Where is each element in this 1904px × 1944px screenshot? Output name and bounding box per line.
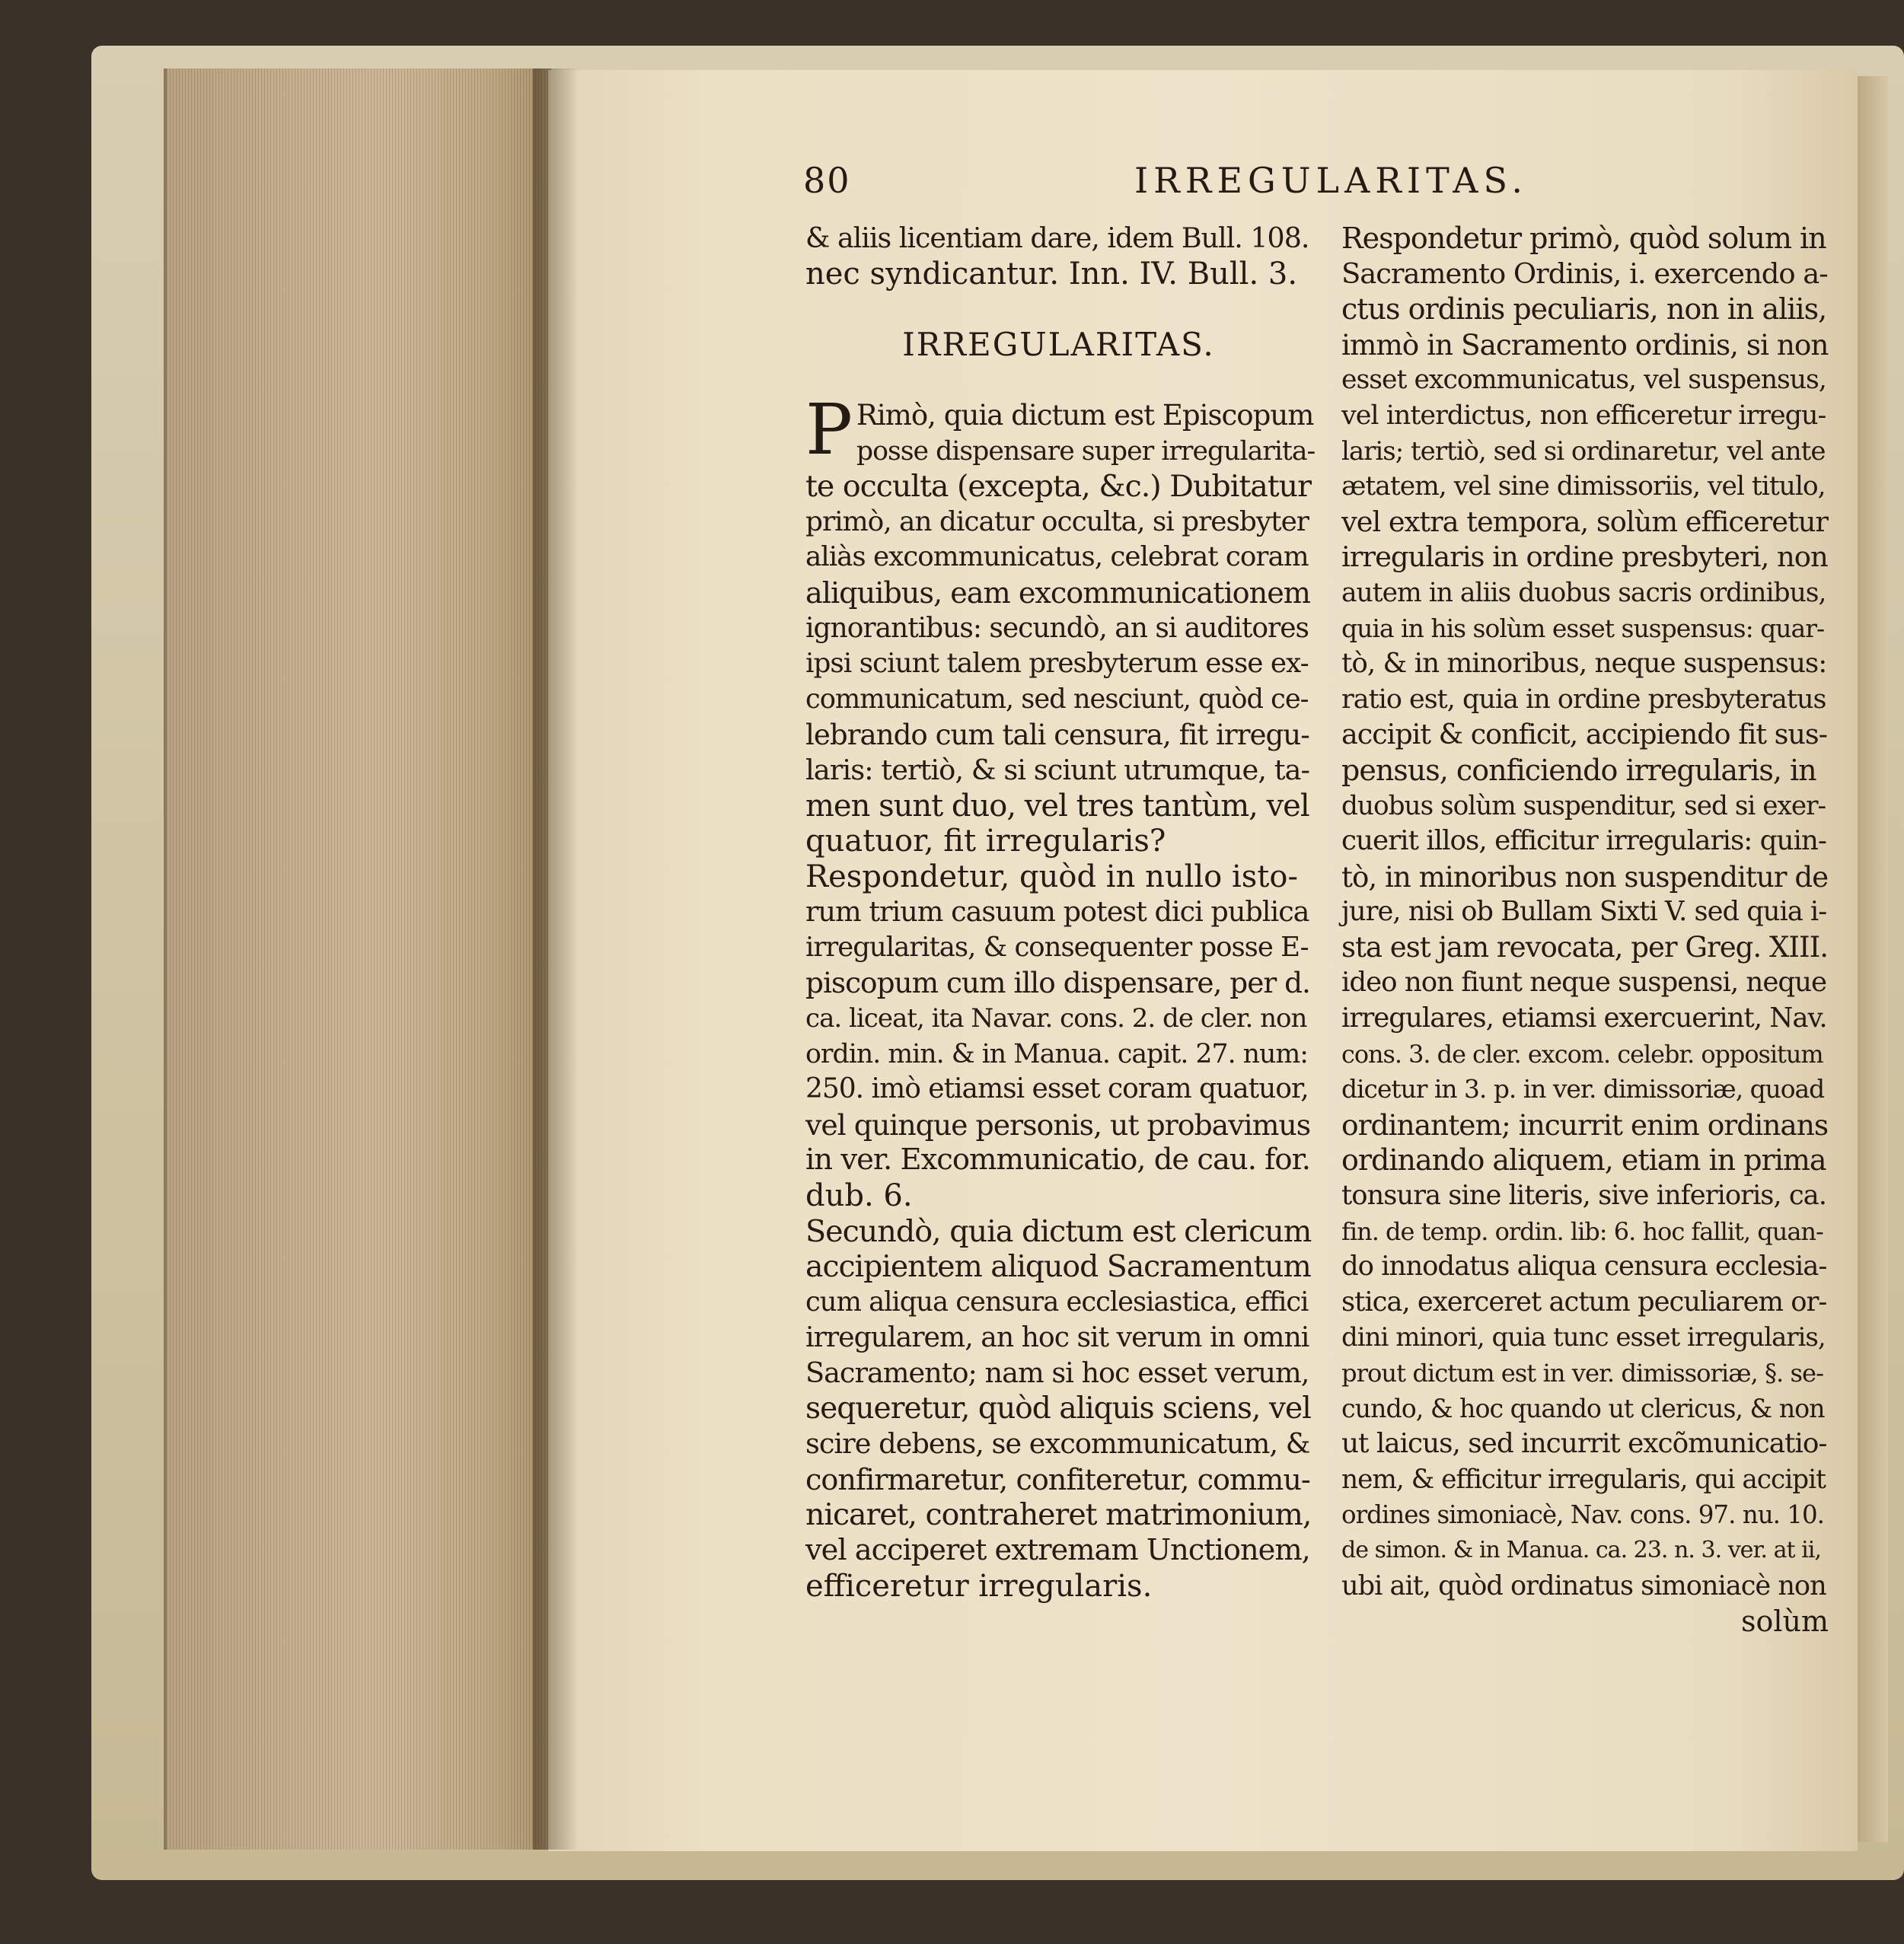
text-line: ctus ordinis peculiaris, non in aliis, <box>1341 292 1827 327</box>
text-line: rum trium casuum potest dici publica <box>805 895 1309 929</box>
text-line: esset excommunicatus, vel suspensus, <box>1341 365 1826 396</box>
text-line: immò in Sacramento ordinis, si non <box>1341 327 1829 362</box>
text-line: scire debens, se excommunicatum, & <box>805 1427 1310 1461</box>
text-line: irregularitas, & consequenter posse E- <box>805 931 1309 963</box>
text-line: cundo, & hoc quando ut clericus, & non <box>1341 1393 1825 1423</box>
text-line: ubi ait, quòd ordinatus simoniacè non <box>1341 1570 1826 1601</box>
text-line: Sacramento Ordinis, i. exercendo a- <box>1341 257 1828 290</box>
text-line: Sacramento; nam si hoc esset verum, <box>805 1356 1309 1389</box>
text-line: communicatum, sed nesciunt, quòd ce- <box>805 683 1309 715</box>
text-line: & aliis licentiam dare, idem Bull. 108. <box>805 221 1309 254</box>
text-line: laris; tertiò, sed si ordinaretur, vel ante <box>1341 435 1826 467</box>
text-line: nicaret, contraheret matrimonium, <box>805 1497 1312 1533</box>
left-column-body <box>805 434 1316 1605</box>
text-line: cum aliqua censura ecclesiastica, effici <box>805 1286 1309 1318</box>
text-line: vel extra tempora, solùm efficeretur <box>1341 505 1828 538</box>
page-number: 80 <box>803 160 851 201</box>
first-line-text: Rimò, quia dictum est Episcopum <box>856 398 1314 432</box>
text-line: sta est jam revocata, per Greg. XIII. <box>1341 930 1829 964</box>
text-line: ordines simoniacè, Nav. cons. 97. nu. 10. <box>1341 1500 1824 1530</box>
text-line: tonsura sine literis, sive inferioris, ca. <box>1341 1180 1826 1212</box>
text-line: cons. 3. de cler. excom. celebr. oppositum <box>1341 1039 1823 1069</box>
text-line: vel acciperet extremam Unctionem, <box>805 1532 1310 1567</box>
text-line: men sunt duo, vel tres tantùm, vel <box>805 788 1309 824</box>
page-block-edge <box>164 69 551 1850</box>
text-line: aliàs excommunicatus, celebrat coram <box>805 541 1309 573</box>
text-line: ut laicus, sed incurrit excõmunicatio- <box>1341 1428 1827 1460</box>
text-line: irregularem, an hoc sit verum in omni <box>805 1321 1309 1354</box>
text-line: ordinando aliquem, etiam in prima <box>1341 1143 1826 1178</box>
text-line: ordin. min. & in Manua. capit. 27. num: <box>805 1038 1308 1069</box>
text-line: Secundò, quia dictum est clericum <box>805 1213 1312 1249</box>
text-line: laris: tertiò, & si sciunt utrumque, ta- <box>805 753 1309 786</box>
section-heading: IRREGULARITAS. <box>902 325 1215 363</box>
text-line: ratio est, quia in ordine presbyteratus <box>1341 684 1826 715</box>
running-title: IRREGULARITAS. <box>1134 160 1528 201</box>
text-line: accipientem aliquod Sacramentum <box>805 1249 1311 1285</box>
text-line: te occulta (excepta, &c.) Dubitatur <box>805 469 1311 505</box>
text-line: ipsi sciunt talem presbyterum esse ex- <box>805 648 1309 680</box>
drop-cap: P <box>805 388 852 470</box>
text-line: piscopum cum illo dispensare, per d. <box>805 966 1310 1000</box>
text-line: ignorantibus: secundò, an si auditores <box>805 612 1309 644</box>
text-line: ordinantem; incurrit enim ordinans <box>1341 1107 1829 1142</box>
text-line: lebrando cum tali censura, fit irregu- <box>805 718 1309 752</box>
right-page-edge <box>1858 76 1888 1842</box>
text-line: sequeretur, quòd aliquis sciens, vel <box>805 1391 1311 1426</box>
text-line: ca. liceat, ita Navar. cons. 2. de cler. non <box>805 1003 1307 1034</box>
text-line: quia in his solùm esset suspensus: quar- <box>1341 613 1825 643</box>
text-line: 250. imò etiamsi esset coram quatuor, <box>805 1073 1309 1105</box>
text-line: autem in aliis duobus sacris ordinibus, <box>1341 577 1826 608</box>
text-line: cuerit illos, efficitur irregularis: quin- <box>1341 825 1826 857</box>
text-line: Respondetur, quòd in nullo isto- <box>805 859 1298 894</box>
text-line: efficeretur irregularis. <box>805 1568 1153 1604</box>
text-line: posse dispensare super irregularita- <box>856 435 1316 467</box>
text-line: irregularis in ordine presbyteri, non <box>1341 540 1828 574</box>
text-line: nem, & efficitur irregularis, qui accipit <box>1341 1464 1826 1495</box>
text-line: ætatem, vel sine dimissoriis, vel titulo, <box>1341 471 1826 502</box>
text-line: solùm <box>1740 1605 1829 1639</box>
text-line: jure, nisi ob Bullam Sixti V. sed quia i- <box>1341 896 1827 928</box>
text-line: aliquibus, eam excommunicationem <box>805 575 1310 610</box>
text-line: in ver. Excommunicatio, de cau. for. <box>805 1142 1310 1178</box>
text-line: dini minori, quia tunc esset irregularis, <box>1341 1322 1826 1353</box>
text-line: tò, in minoribus non suspenditur de <box>1341 859 1829 894</box>
text-line: nec syndicantur. Inn. IV. Bull. 3. <box>805 256 1298 292</box>
text-line: dub. 6. <box>805 1178 913 1214</box>
text-line: irregulares, etiamsi exercuerint, Nav. <box>1341 1002 1827 1034</box>
text-line: tò, & in minoribus, neque suspensus: <box>1341 648 1827 680</box>
text-line: fin. de temp. ordin. lib: 6. hoc fallit, quan- <box>1341 1216 1823 1246</box>
text-line: de simon. & in Manua. ca. 23. n. 3. ver. at ii, <box>1341 1536 1821 1563</box>
text-line: vel interdictus, non efficeretur irregu- <box>1341 400 1826 431</box>
text-line: primò, an dicatur occulta, si presbyter <box>805 505 1309 537</box>
text-line: do innodatus aliqua censura ecclesia- <box>1341 1251 1827 1283</box>
text-line: quatuor, fit irregularis? <box>805 824 1166 859</box>
text-line: prout dictum est in ver. dimissoriæ, §. se- <box>1341 1359 1823 1388</box>
text-line: dicetur in 3. p. in ver. dimissoriæ, quoad <box>1341 1074 1825 1104</box>
text-line: duobus solùm suspenditur, sed si exer- <box>1341 790 1826 821</box>
gutter-shadow <box>533 69 579 1850</box>
left-column <box>805 221 1316 1604</box>
text-line: pensus, conficiendo irregularis, in <box>1341 753 1816 787</box>
text-line: confirmaretur, confiteretur, commu- <box>805 1462 1310 1496</box>
text-line: accipit & conficit, accipiendo fit sus- <box>1341 718 1827 751</box>
text-line: Respondetur primò, quòd solum in <box>1341 221 1826 255</box>
text-line: vel quinque personis, ut probavimus <box>805 1107 1311 1142</box>
right-column <box>1341 221 1829 1640</box>
text-line: ideo non fiunt neque suspensi, neque <box>1341 967 1827 999</box>
text-line: stica, exerceret actum peculiarem or- <box>1341 1286 1827 1318</box>
